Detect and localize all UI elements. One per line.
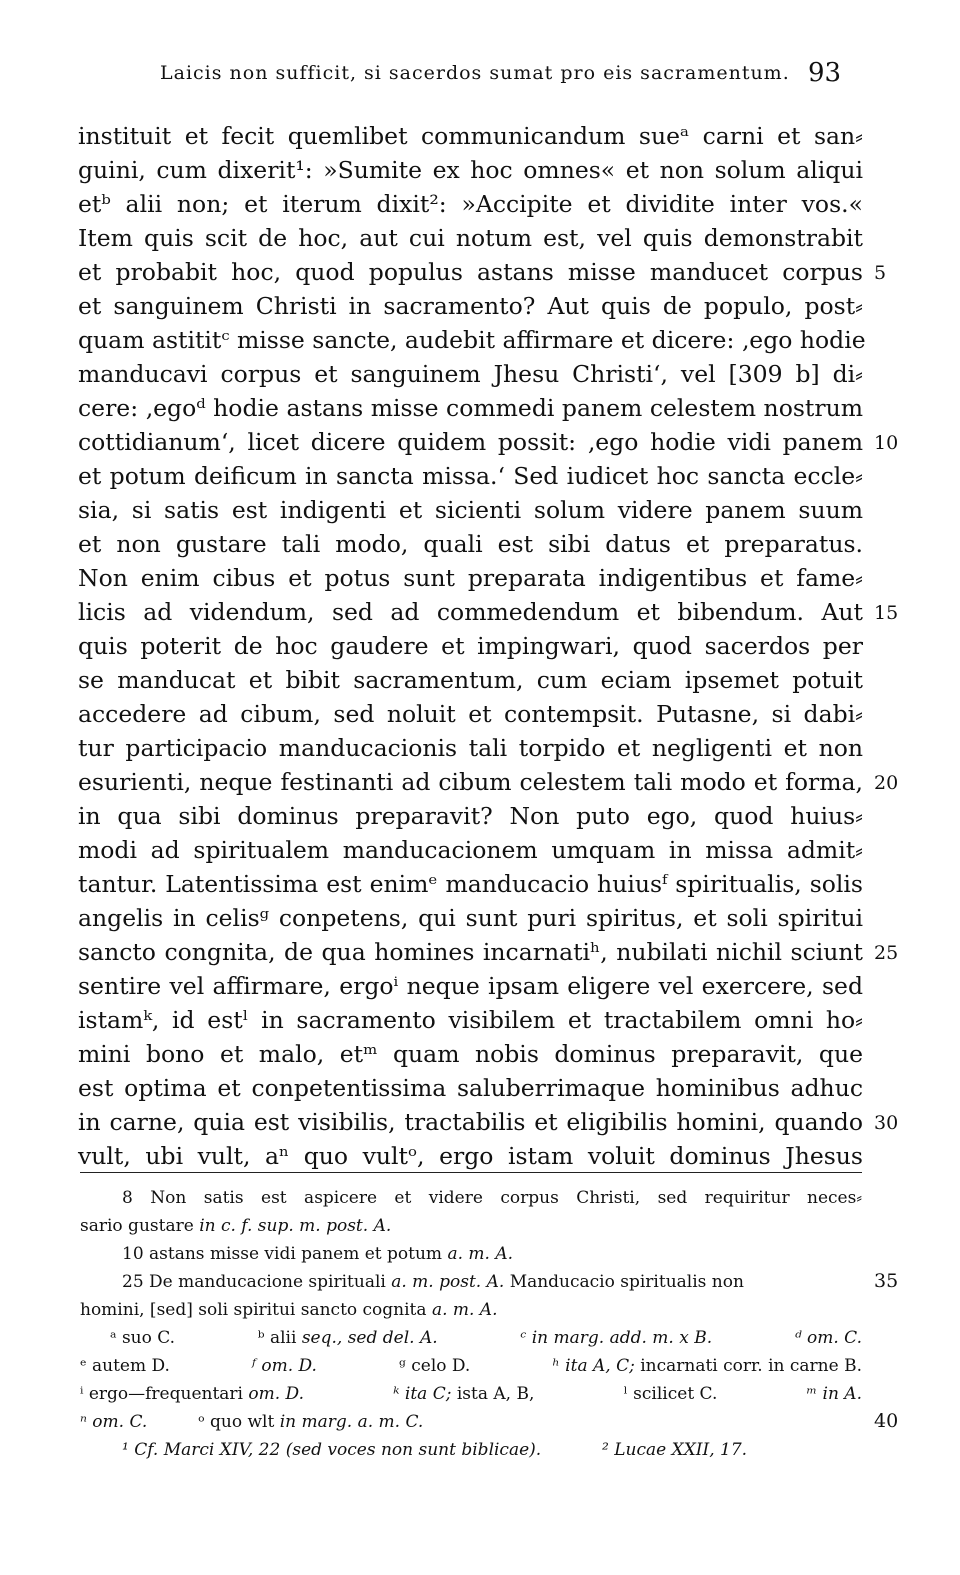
text-line: sentire vel affirmare, ergoⁱ neque ipsam eligere vel exercere, sed: [78, 972, 863, 1000]
line-number: 20: [874, 772, 899, 794]
variant-note: [258, 1324, 438, 1352]
note-siglum: ᵏ ita C;: [393, 1384, 452, 1404]
note-line: [80, 1380, 862, 1408]
text-line: sia, si satis est indigenti et sicienti solum videre panem suum: [78, 496, 863, 524]
note-line: [80, 1240, 862, 1268]
note-siglum: in c. f. sup. m. post. A.: [199, 1216, 392, 1236]
note-text: ⁱ ergo—frequentari: [80, 1384, 243, 1404]
note-text: homini, [sed] soli spiritui sancto cognita: [80, 1300, 427, 1320]
text-line: est optima et conpetentissima saluberrimaque hominibus adhuc: [78, 1074, 863, 1102]
note-siglum: a. m. A.: [431, 1300, 498, 1320]
text-line: et potum deificum in sancta missa.‘ Sed iudicet hoc sancta eccle⸗: [78, 462, 863, 490]
line-number: 15: [874, 602, 899, 624]
running-title: Laicis non sufficit, si sacerdos sumat pro eis sacramentum.: [160, 62, 790, 84]
text-line: angelis in celisᵍ conpetens, qui sunt puri spiritus, et soli spiritui: [78, 904, 863, 932]
note-text: incarnati corr. in carne B.: [640, 1356, 862, 1376]
main-text: [78, 119, 866, 1173]
text-line: et sanguinem Christi in sacramento? Aut quis de populo, post⸗: [78, 292, 863, 320]
text-line: tur participacio manducacionis tali torpido et negligenti et non: [78, 734, 863, 762]
text-line: manducavi corpus et sanguinem Jhesu Christi‘, vel [309 b] di⸗: [78, 360, 863, 388]
note-siglum: a. m. post. A.: [391, 1272, 505, 1292]
text-line: et probabit hoc, quod populus astans misse manducet corpus: [78, 258, 863, 286]
note-text: Manducacio spiritualis non: [509, 1272, 744, 1292]
note-text: ista A, B,: [456, 1384, 535, 1404]
line-number: 30: [874, 1112, 899, 1134]
source-footnote: ¹ Cf. Marci XIV, 22 (sed voces non sunt biblicae).: [122, 1440, 542, 1460]
text-line: quis poterit de hoc gaudere et impingwari, quod sacerdos per: [78, 632, 863, 660]
variant-note: ᶜ in marg. add. m. x B.: [520, 1328, 713, 1348]
note-text: ᵇ alii: [257, 1328, 297, 1348]
variant-note: ⁿ om. C.: [80, 1412, 148, 1432]
text-line: et non gustare tali modo, quali est sibi datus et preparatus.: [78, 530, 863, 558]
source-footnote: ² Lucae XXII, 17.: [602, 1440, 748, 1460]
text-line: modi ad spiritualem manducacionem umquam in missa admit⸗: [78, 836, 863, 864]
note-line: [80, 1212, 862, 1240]
text-line: vult, ubi vult, aⁿ quo vultᵒ, ergo istam voluit dominus Jhesus: [78, 1142, 863, 1170]
text-line: instituit et fecit quemlibet communicandum sueᵃ carni et san⸗: [78, 122, 863, 150]
text-line: etᵇ alii non; et iterum dixit²: »Accipite et dividite inter vos.«: [78, 190, 863, 218]
text-line: tantur. Latentissima est enimᵉ manducacio huiusᶠ spiritualis, solis: [78, 870, 863, 898]
variant-note: ᶠ om. D.: [252, 1356, 317, 1376]
text-line: Item quis scit de hoc, aut cui notum est, vel quis demonstrabit: [78, 224, 863, 252]
note-line: 8 Non satis est aspicere et videre corpus Christi, sed requiritur neces⸗: [122, 1188, 862, 1208]
line-number: 5: [874, 262, 887, 284]
variant-note: [393, 1380, 534, 1408]
text-line: mini bono et malo, etᵐ quam nobis dominus preparavit, que: [78, 1040, 863, 1068]
note-siglum: om. D.: [248, 1384, 304, 1404]
variant-note: ᵈ om. C.: [794, 1328, 862, 1348]
note-siglum: in marg. a. m. C.: [279, 1412, 424, 1432]
page-number: 93: [808, 58, 842, 88]
variant-note: ᵃ suo C.: [110, 1328, 176, 1348]
text-line: in qua sibi dominus preparavit? Non puto ego, quod huius⸗: [78, 802, 863, 830]
variant-note: [552, 1352, 862, 1380]
text-line: sancto congnita, de qua homines incarnatiʰ, nubilati nichil sciunt: [78, 938, 863, 966]
note-siglum: seq., sed del. A.: [301, 1328, 438, 1348]
text-line: licis ad videndum, sed ad commedendum et bibendum. Aut: [78, 598, 863, 626]
note-line: [80, 1324, 862, 1352]
text-line: guini, cum dixerit¹: »Sumite ex hoc omnes« et non solum aliqui: [78, 156, 863, 184]
footnote-divider: [80, 1172, 862, 1173]
note-text: 10 astans misse vidi panem et potum: [122, 1244, 443, 1264]
note-line: [80, 1408, 862, 1436]
variant-note: [80, 1380, 304, 1408]
variant-note: ᵍ celo D.: [399, 1356, 471, 1376]
text-line: cere: ‚egoᵈ hodie astans misse commedi panem celestem nostrum: [78, 394, 863, 422]
text-line: accedere ad cibum, sed noluit et contempsit. Putasne, si dabi⸗: [78, 700, 863, 728]
variant-note: ᵐ in A.: [806, 1384, 862, 1404]
note-text: 25 De manducacione spirituali: [122, 1272, 386, 1292]
text-line: se manducat et bibit sacramentum, cum eciam ipsemet potuit: [78, 666, 863, 694]
line-number: 40: [874, 1410, 899, 1432]
note-text: ᵒ quo wlt: [198, 1412, 275, 1432]
variant-note: [198, 1412, 423, 1432]
note-line: [80, 1436, 862, 1464]
note-line: [80, 1268, 862, 1296]
text-line: Non enim cibus et potus sunt preparata indigentibus et fame⸗: [78, 564, 863, 592]
note-text: sario gustare: [80, 1216, 194, 1236]
line-number: 10: [874, 432, 899, 454]
variant-note: ᵉ autem D.: [80, 1356, 170, 1376]
text-line: in carne, quia est visibilis, tractabilis et eligibilis homini, quando: [78, 1108, 863, 1136]
text-line: cottidianum‘, licet dicere quidem possit: ‚ego hodie vidi panem: [78, 428, 863, 456]
text-line: esurienti, neque festinanti ad cibum celestem tali modo et forma,: [78, 768, 863, 796]
note-siglum: ʰ ita A, C;: [552, 1356, 635, 1376]
variant-note: ˡ scilicet C.: [623, 1384, 718, 1404]
text-line: istamᵏ, id estˡ in sacramento visibilem et tractabilem omni ho⸗: [78, 1006, 863, 1034]
note-siglum: a. m. A.: [447, 1244, 514, 1264]
line-number: 25: [874, 942, 899, 964]
line-number: 35: [874, 1270, 899, 1292]
note-line: [80, 1352, 862, 1380]
text-line: quam astititᶜ misse sancte, audebit affirmare et dicere: ‚ego hodie: [78, 326, 866, 354]
note-line: [80, 1296, 862, 1324]
critical-apparatus: [80, 1184, 862, 1464]
